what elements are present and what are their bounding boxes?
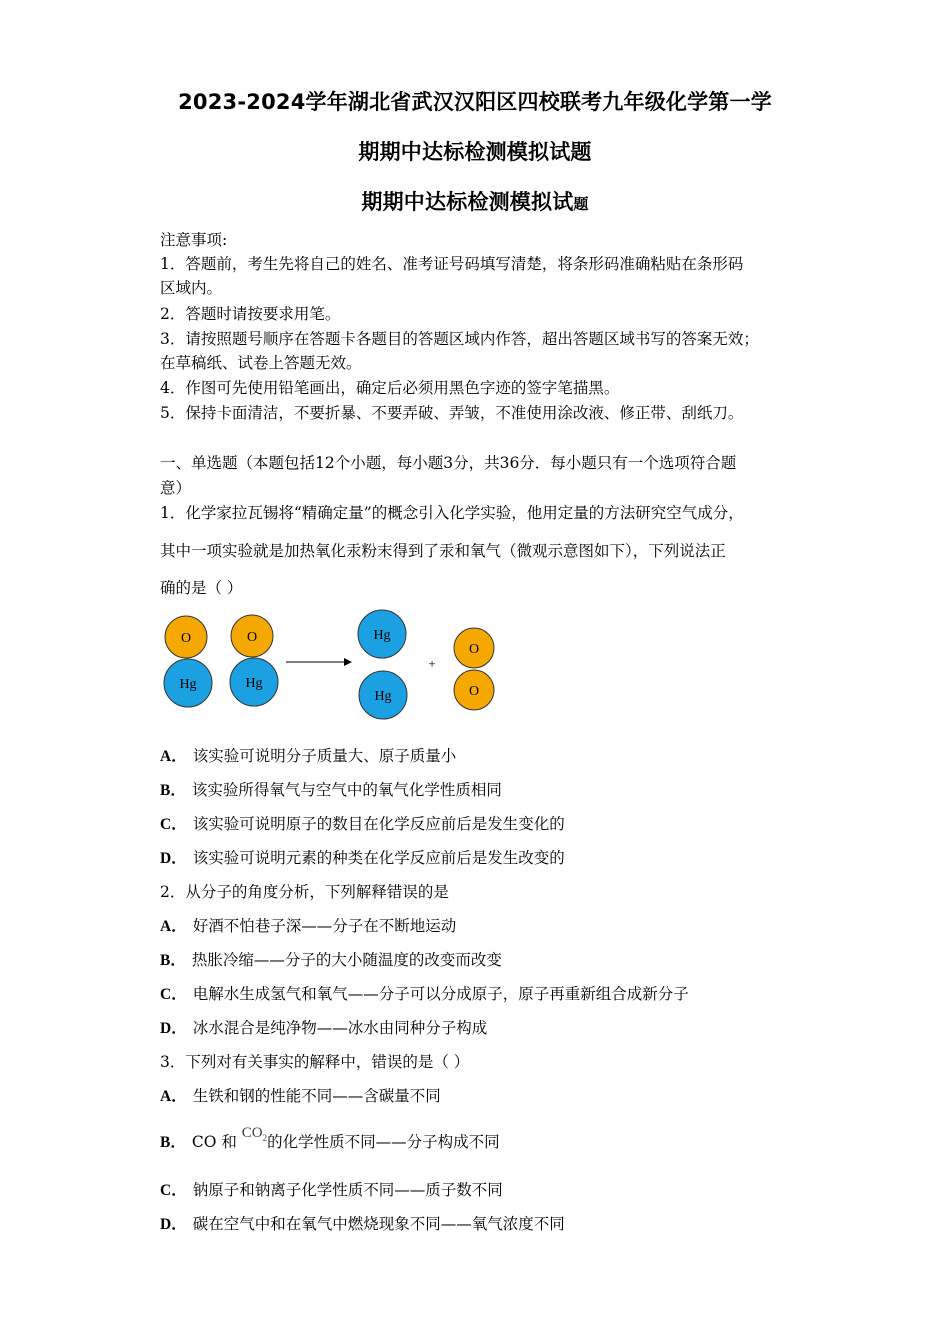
q2-option-d	[160, 1016, 487, 1038]
q2-stem: 2．从分子的角度分析，下列解释错误的是	[160, 883, 449, 901]
option-letter: D．	[160, 850, 187, 867]
q2-option-a	[160, 914, 456, 936]
q2-option-c	[160, 982, 689, 1004]
title-line-2: 期期中达标检测模拟试题	[358, 140, 592, 164]
option-text: 电解水生成氢气和氧气——分子可以分成原子，原子再重新组合成新分子	[192, 985, 689, 1003]
option-text: 碳在空气中和在氧气中燃烧现象不同——氧气浓度不同	[192, 1215, 565, 1233]
option-prefix: CO 和	[191, 1133, 242, 1151]
reaction-arrow	[286, 658, 352, 666]
option-text: 该实验可说明元素的种类在化学反应前后是发生改变的	[192, 849, 565, 867]
title-line-3	[0, 186, 950, 216]
option-letter: B．	[160, 1134, 186, 1151]
option-text: 该实验可说明分子质量大、原子质量小	[192, 747, 457, 765]
option-letter: C．	[160, 816, 187, 833]
option-letter: B．	[160, 782, 186, 799]
title-line-3-main: 期期中达标检测模拟试	[361, 190, 574, 214]
q2-option-b	[160, 948, 502, 970]
q3-option-d	[160, 1212, 565, 1234]
option-text: 该实验所得氧气与空气中的氧气化学性质相同	[191, 781, 502, 799]
co2-subscript: 2	[262, 1133, 268, 1143]
option-text: 钠原子和钠离子化学性质不同——质子数不同	[192, 1181, 503, 1199]
title-line-3-small: 题	[573, 195, 589, 213]
option-text: 的化学性质不同——分子构成不同	[267, 1133, 500, 1151]
notice-item: 2．答题时请按要求用笔。	[160, 305, 341, 323]
q3-option-c	[160, 1178, 503, 1200]
mercury-atom-product-2	[359, 671, 407, 719]
q1-option-a	[160, 744, 456, 766]
notice-heading: 注意事项:	[160, 231, 228, 249]
mercury-atom-label: Hg	[374, 689, 392, 704]
mercury-atom-label: Hg	[245, 676, 263, 691]
oxygen-atom-label: O	[468, 642, 480, 657]
mercury-atom-label: Hg	[373, 628, 391, 643]
mercury-atom-label: Hg	[179, 677, 197, 692]
option-letter: A．	[160, 1088, 187, 1105]
plus-sign: +	[428, 656, 436, 671]
option-letter: A．	[160, 748, 187, 765]
co2-main: CO	[241, 1125, 263, 1141]
option-letter: D．	[160, 1020, 187, 1037]
q1-option-c	[160, 812, 565, 834]
q3-option-b	[160, 1125, 500, 1153]
q1-option-b	[160, 778, 502, 800]
option-letter: C．	[160, 1182, 187, 1199]
q1-option-d	[160, 846, 565, 868]
notice-item: 4．作图可先使用铅笔画出，确定后必须用黑色字迹的签字笔描黑。	[160, 379, 620, 397]
section-header-cont: 意）	[160, 479, 192, 497]
oxygen-atom-label: O	[246, 630, 258, 645]
q3-stem: 3．下列对有关事实的解释中，错误的是（ ）	[160, 1053, 470, 1071]
section-header: 一、单选题（本题包括12个小题，每小题3分，共36分．每小题只有一个选项符合题	[160, 454, 737, 472]
option-text: 好酒不怕巷子深——分子在不断地运动	[192, 917, 457, 935]
notice-item: 区域内。	[160, 279, 223, 297]
oxygen-molecule	[454, 628, 494, 710]
q1-stem: 确的是（ ）	[160, 579, 243, 597]
option-text: 冰水混合是纯净物——冰水由同种分子构成	[192, 1019, 488, 1037]
q1-stem: 其中一项实验就是加热氧化汞粉末得到了汞和氧气（微观示意图如下），下列说法正	[160, 542, 726, 560]
mercury-atom-product-1	[358, 610, 406, 658]
notice-item: 在草稿纸、试卷上答题无效。	[160, 354, 362, 372]
q3-option-a	[160, 1084, 441, 1106]
oxygen-atom-label: O	[468, 684, 480, 699]
option-text: 该实验可说明原子的数目在化学反应前后是发生变化的	[192, 815, 565, 833]
notice-item: 3．请按照题号顺序在答题卡各题目的答题区域内作答，超出答题区域书写的答案无效；	[160, 330, 759, 348]
co2-formula	[242, 1125, 267, 1141]
q1-stem: 1．化学家拉瓦锡将“精确定量”的概念引入化学实验，他用定量的方法研究空气成分，	[160, 504, 744, 522]
notice-item: 1．答题前，考生先将自己的姓名、准考证号码填写清楚，将条形码准确粘贴在条形码	[160, 255, 744, 273]
option-letter: D．	[160, 1216, 187, 1233]
option-letter: B．	[160, 952, 186, 969]
reaction-diagram	[158, 606, 518, 726]
oxygen-atom-label: O	[180, 631, 192, 646]
option-text: 生铁和钢的性能不同——含碳量不同	[192, 1087, 441, 1105]
title-line-1: 2023-2024学年湖北省武汉汉阳区四校联考九年级化学第一学	[178, 90, 772, 114]
option-text: 热胀冷缩——分子的大小随温度的改变而改变	[191, 951, 502, 969]
hgo-molecule-1	[164, 616, 212, 707]
notice-item: 5．保持卡面清洁，不要折暴、不要弄破、弄皱，不准使用涂改液、修正带、刮纸刀。	[160, 404, 744, 422]
option-letter: C．	[160, 986, 187, 1003]
hgo-molecule-2	[230, 615, 278, 706]
option-letter: A．	[160, 918, 187, 935]
